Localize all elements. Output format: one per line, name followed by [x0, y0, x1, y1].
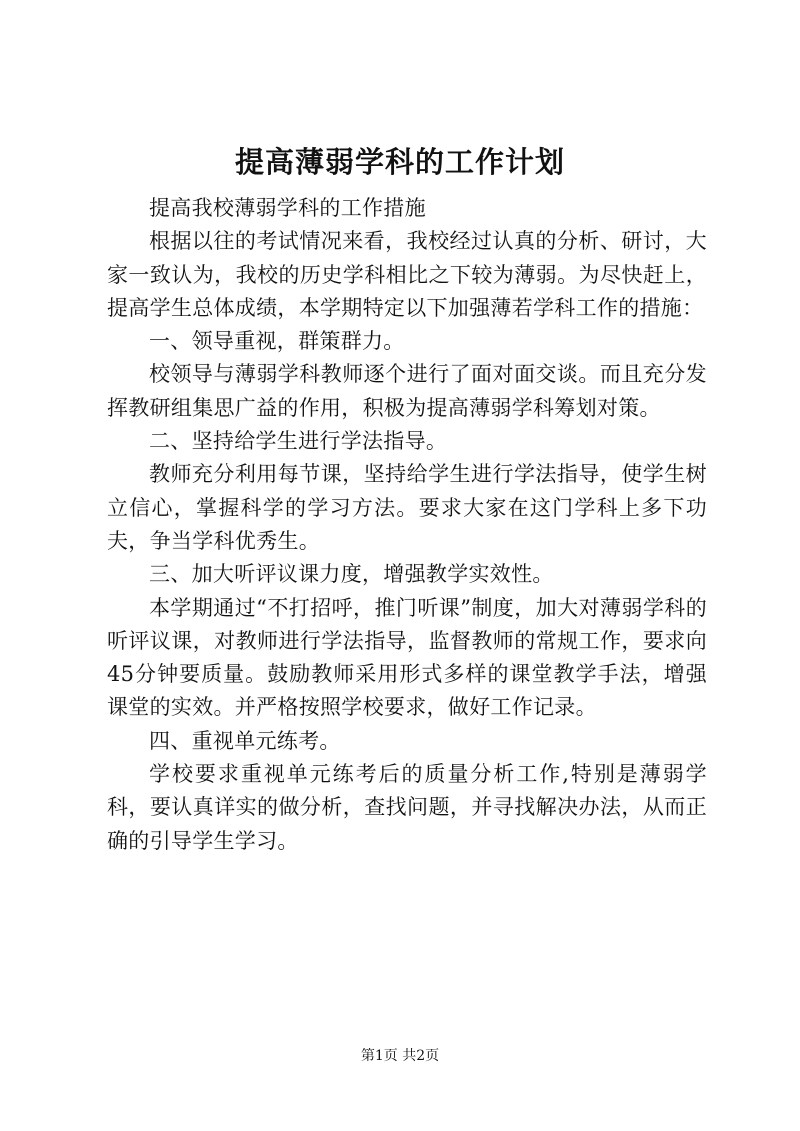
- paragraph-subtitle: 提高我校薄弱学科的工作措施: [149, 196, 426, 220]
- section-heading-4: 四、重视单元练考。: [149, 728, 341, 753]
- section-heading-3: 三、加大听评议课力度，增强教学实效性。: [149, 562, 554, 587]
- page-number-footer: 第1页 共2页: [360, 1048, 440, 1064]
- document-title: 提高薄弱学科的工作计划: [234, 145, 565, 179]
- paragraph-section-1: 校领导与薄弱学科教师逐个进行了面对面交谈。而且充分发挥教研组集思广益的作用，积极为提高薄弱学科筹划对策。: [107, 362, 707, 420]
- paragraph-section-2: 教师充分利用每节课，坚持给学生进行学法指导，使学生树立信心，掌握科学的学习方法。要求大家在这门学科上多下功夫，争当学科优秀生。: [107, 462, 707, 553]
- paragraph-section-3: 本学期通过“不打招呼，推门听课”制度，加大对薄弱学科的听评议课，对教师进行学法指导，监督教师的常规工作，要求向45分钟要质量。鼓励教师采用形式多样的课堂教学手法，增强课堂的实效。并严格按照学校要求，做好工作记录。: [107, 595, 707, 720]
- section-heading-2: 二、坚持给学生进行学法指导。: [149, 429, 448, 454]
- paragraph-intro: 根据以往的考试情况来看，我校经过认真的分析、研讨，大家一致认为，我校的历史学科相比之下较为薄弱。为尽快赶上，提高学生总体成绩，本学期特定以下加强薄若学科工作的措施：: [107, 229, 707, 320]
- document-body: [107, 192, 707, 858]
- section-heading-1: 一、领导重视，群策群力。: [149, 329, 405, 354]
- paragraph-section-4: 学校要求重视单元练考后的质量分析工作,特别是薄弱学科，要认真详实的做分析，查找问题，并寻找解决办法，从而正确的引导学生学习。: [107, 762, 707, 853]
